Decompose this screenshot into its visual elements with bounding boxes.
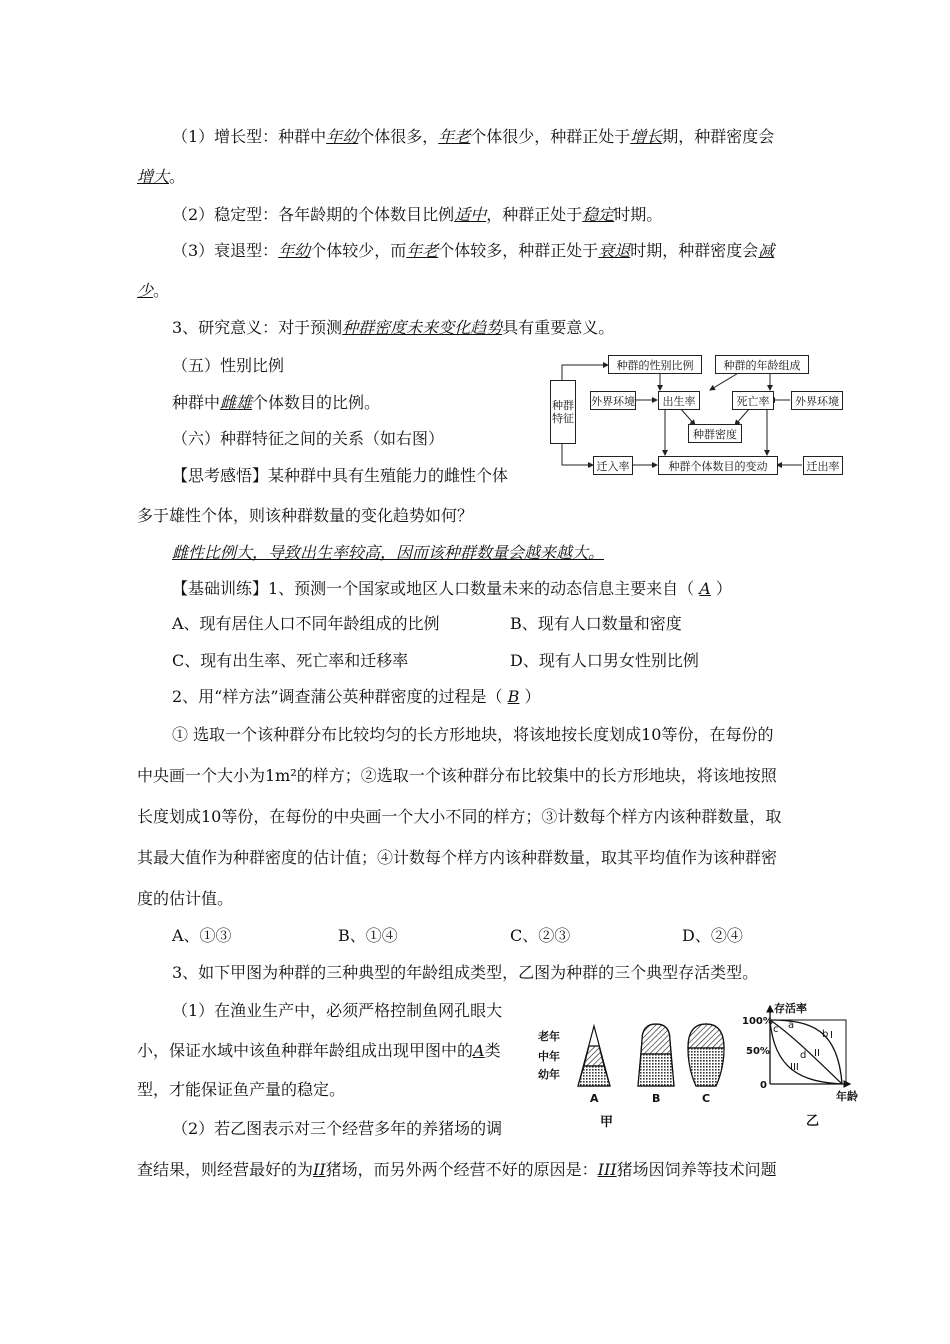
q2-option-c: C、②③ bbox=[510, 926, 571, 945]
q2-text-5: 度的估计值。 bbox=[137, 889, 234, 908]
point-a: a bbox=[788, 1020, 795, 1031]
p2-line: （2）稳定型：各年龄期的个体数目比例适中，种群正处于稳定时期。 bbox=[172, 205, 663, 224]
type-b-label: B bbox=[652, 1092, 661, 1105]
q2-text-1: ① 选取一个该种群分布比较均匀的长方形地块，将该地按长度划成10等份，在每份的 bbox=[172, 725, 774, 744]
p4-line: 3、研究意义：对于预测种群密度未来变化趋势具有重要意义。 bbox=[172, 318, 615, 337]
type-a-label: A bbox=[590, 1092, 599, 1105]
q3-2-line-2: 查结果，则经营最好的为II猪场，而另外两个经营不好的原因是：III猪场因饲养等技术问题 bbox=[137, 1160, 777, 1179]
caption-jia: 甲 bbox=[600, 1115, 614, 1130]
curve-label-II: II bbox=[814, 1048, 820, 1059]
section-relations: （六）种群特征之间的关系（如右图） bbox=[172, 429, 445, 448]
point-c: c bbox=[773, 1024, 779, 1035]
diagram-birth-rate: 出生率 bbox=[658, 391, 700, 410]
diagram-env-right: 外界环境 bbox=[791, 391, 843, 410]
q2-text-2: 中央画一个大小为1m²的样方；②选取一个该种群分布比较集中的长方形地块，将该地按照 bbox=[137, 766, 777, 785]
q3-2-line-1: （2）若乙图表示对三个经营多年的养猪场的调 bbox=[172, 1119, 503, 1138]
diagram-immigration: 迁入率 bbox=[593, 456, 633, 475]
type-c-label: C bbox=[702, 1092, 711, 1105]
section-sex-ratio: （五）性别比例 bbox=[172, 356, 285, 375]
q1-option-c: C、现有出生率、死亡率和迁移率 bbox=[172, 651, 409, 670]
population-relationship-diagram bbox=[545, 350, 845, 480]
tick-100: 100% bbox=[742, 1016, 773, 1027]
pyramid-a bbox=[578, 1026, 610, 1086]
diagram-side-box: 种群特征 bbox=[550, 380, 576, 444]
q3-1-line-3: 型，才能保证鱼产量的稳定。 bbox=[137, 1080, 346, 1099]
q1-line: 【基础训练】1、预测一个国家或地区人口数量未来的动态信息主要来自（ A ） bbox=[172, 579, 732, 598]
think-answer: 雌性比例大，导致出生率较高，因而该种群数量会越来越大。 bbox=[172, 543, 605, 562]
p1-cont: 增大。 bbox=[137, 167, 186, 186]
p3-line: （3）衰退型：年幼个体较少，而年老个体较多，种群正处于衰退时期，种群密度会减 bbox=[172, 241, 775, 260]
x-axis-label: 年龄 bbox=[836, 1090, 858, 1103]
diagram-sex-ratio: 种群的性别比例 bbox=[608, 355, 702, 374]
tick-0: 0 bbox=[760, 1080, 767, 1091]
tick-50: 50% bbox=[746, 1046, 770, 1057]
q1-option-d: D、现有人口男女性别比例 bbox=[510, 651, 699, 670]
y-axis-label: 存活率 bbox=[774, 1002, 807, 1015]
pyramid-b bbox=[638, 1024, 674, 1086]
curve-label-III: III bbox=[790, 1062, 799, 1073]
figure-jia-age-structure bbox=[538, 1018, 738, 1133]
q1-option-a: A、现有居住人口不同年龄组成的比例 bbox=[172, 614, 440, 633]
q2-text-4: 其最大值作为种群密度的估计值；④计数每个样方内该种群数量，取其平均值作为该种群密 bbox=[137, 848, 778, 867]
q2-option-d: D、②④ bbox=[682, 926, 743, 945]
caption-yi: 乙 bbox=[806, 1114, 820, 1129]
q2-line: 2、用“样方法”调查蒲公英种群密度的过程是（ B ） bbox=[172, 687, 541, 706]
survivorship-chart bbox=[742, 1000, 872, 1135]
label-middle: 中年 bbox=[538, 1050, 560, 1063]
q3-1-line-2: 小，保证水域中该鱼种群年龄组成出现甲图中的A类 bbox=[137, 1041, 501, 1060]
diagram-density: 种群密度 bbox=[688, 424, 742, 443]
p3-cont: 少。 bbox=[137, 281, 170, 300]
point-b: b bbox=[822, 1029, 829, 1040]
label-old: 老年 bbox=[538, 1030, 560, 1043]
diagram-env-left: 外界环境 bbox=[590, 391, 636, 410]
q3-1-line-1: （1）在渔业生产中，必须严格控制鱼网孔眼大 bbox=[172, 1001, 503, 1020]
figure-yi-survivorship bbox=[742, 1000, 872, 1135]
age-pyramids bbox=[538, 1018, 738, 1133]
q1-option-b: B、现有人口数量和密度 bbox=[510, 614, 682, 633]
think-line-1: 【思考感悟】某种群中具有生殖能力的雌性个体 bbox=[172, 466, 509, 485]
diagram-emigration: 迁出率 bbox=[803, 456, 843, 475]
diagram-death-rate: 死亡率 bbox=[732, 391, 774, 410]
curve-label-I: I bbox=[830, 1030, 833, 1041]
point-d: d bbox=[800, 1050, 807, 1061]
think-line-2: 多于雄性个体，则该种群数量的变化趋势如何？ bbox=[137, 506, 474, 525]
q2-text-3: 长度划成10等份，在每份的中央画一个大小不同的样方；③计数每个样方内该种群数量，取 bbox=[137, 807, 782, 826]
diagram-population-change: 种群个体数目的变动 bbox=[658, 456, 778, 475]
q3-line: 3、如下甲图为种群的三种典型的年龄组成类型，乙图为种群的三个典型存活类型。 bbox=[172, 963, 759, 982]
q2-option-a: A、①③ bbox=[172, 926, 232, 945]
label-young: 幼年 bbox=[538, 1068, 560, 1081]
p6-line: 种群中雌雄个体数目的比例。 bbox=[172, 393, 381, 412]
p1-line: （1）增长型：种群中年幼个体很多，年老个体很少，种群正处于增长期，种群密度会 bbox=[172, 127, 775, 146]
q2-option-b: B、①④ bbox=[338, 926, 398, 945]
pyramid-c bbox=[688, 1024, 724, 1086]
diagram-age-structure: 种群的年龄组成 bbox=[715, 355, 809, 374]
